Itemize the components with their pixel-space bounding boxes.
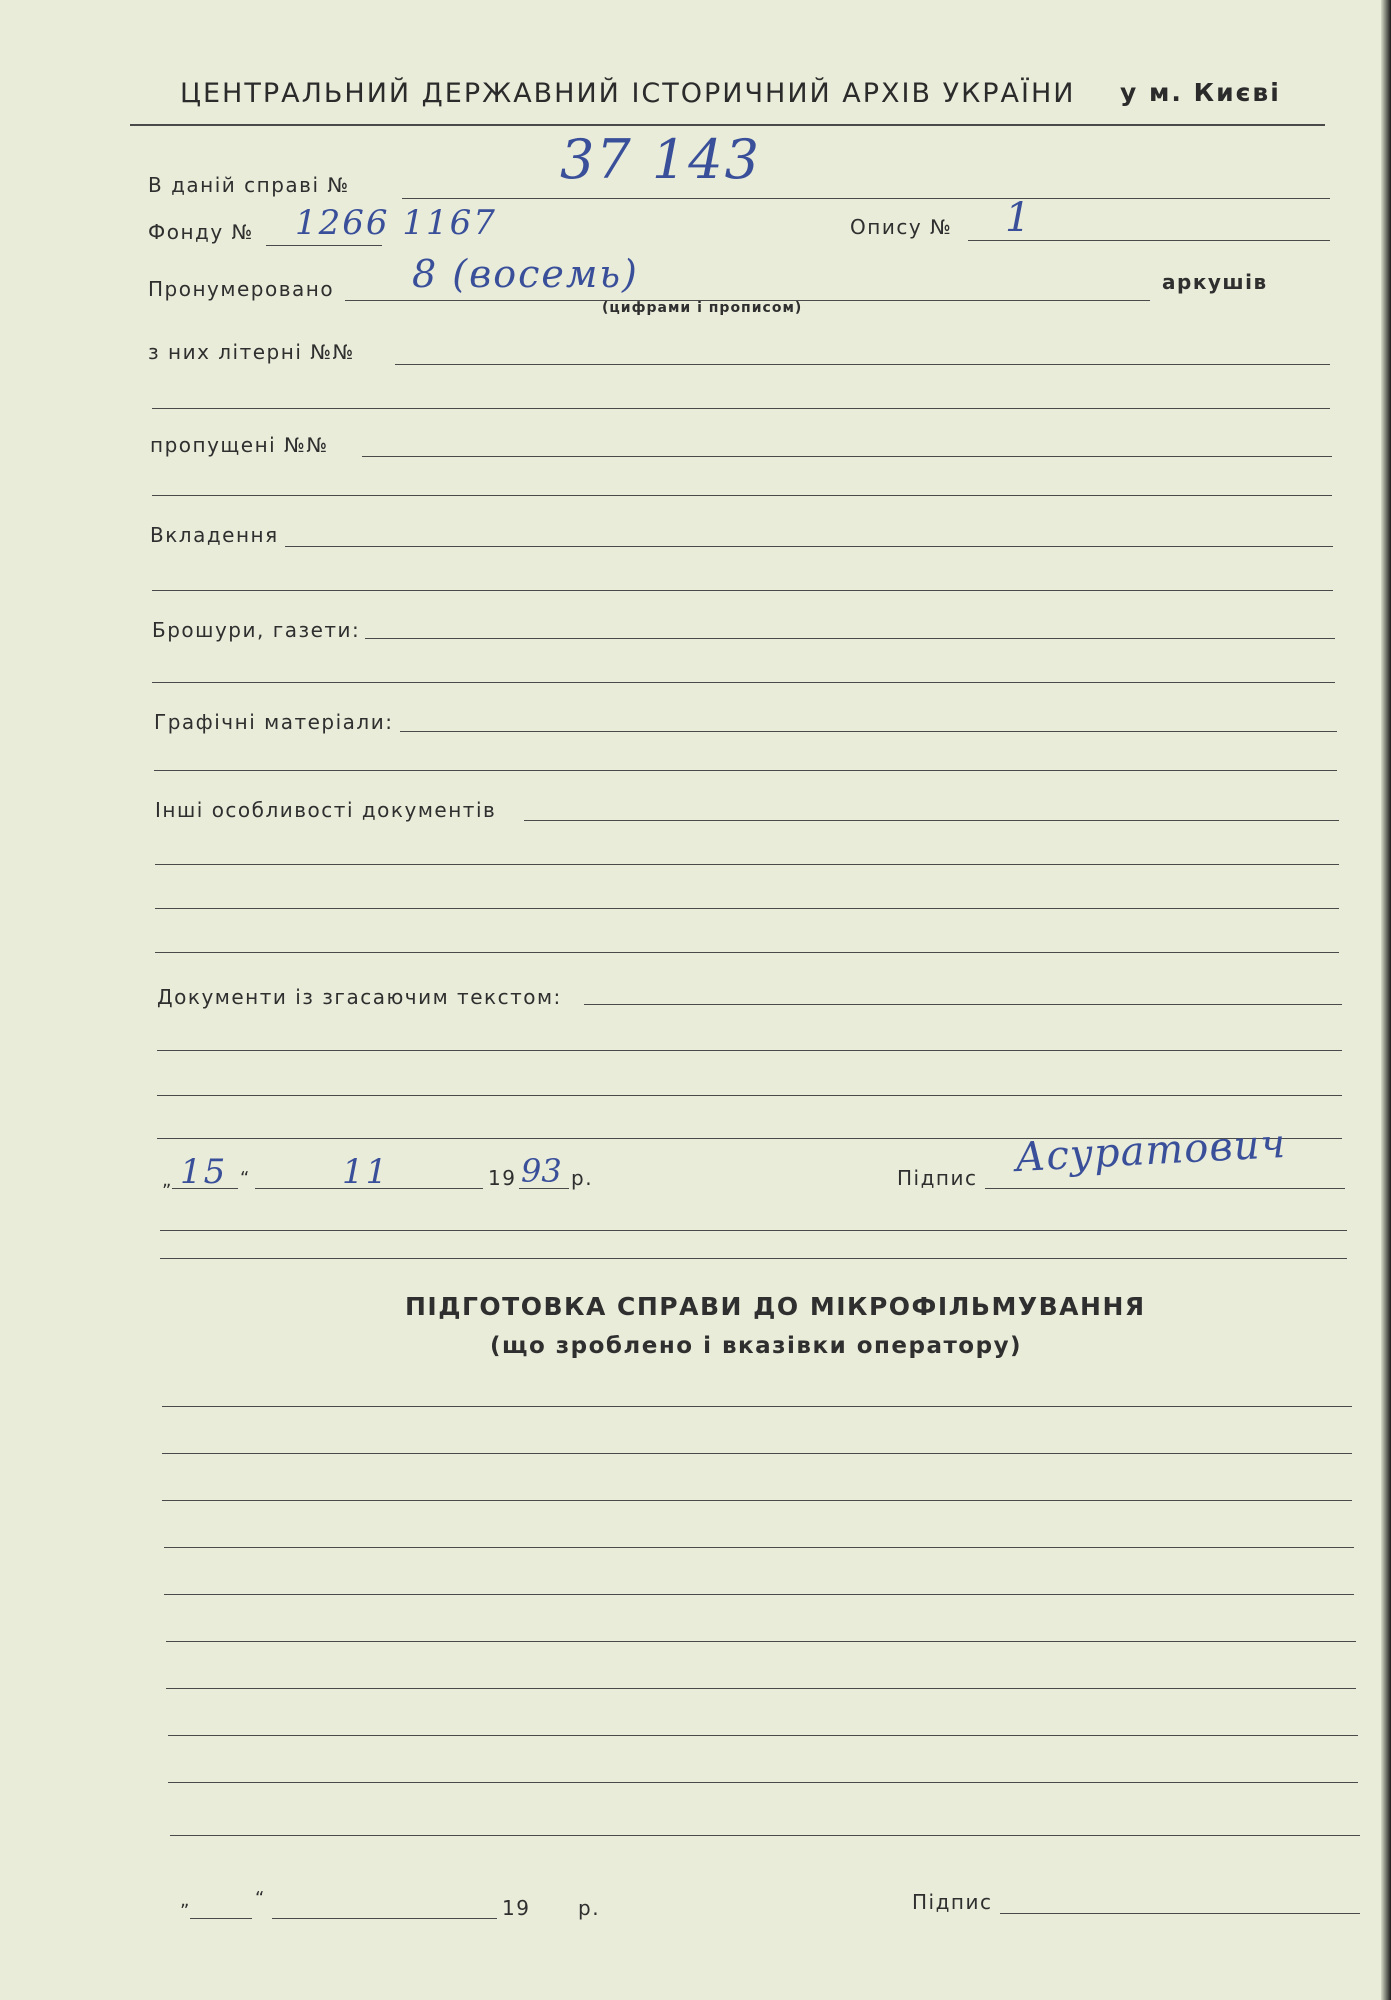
inserts-label: Вкладення (150, 523, 279, 547)
inserts-line-1 (285, 546, 1333, 547)
scan-edge (1381, 0, 1391, 2000)
other-line-1 (524, 820, 1339, 821)
other-label: Інші особливості документів (155, 798, 497, 822)
case-label: В даній справі № (148, 173, 350, 197)
ops-line-1 (162, 1406, 1352, 1407)
brochures-line-2 (152, 682, 1335, 683)
fond-line (266, 245, 382, 246)
numbered-hint: (цифрами і прописом) (602, 300, 803, 316)
date2-month-line (272, 1918, 497, 1919)
date2-year-suffix: р. (578, 1896, 601, 1920)
graphics-line-2 (154, 770, 1337, 771)
date1-open-quote: „ (162, 1170, 173, 1191)
ops-line-4 (164, 1547, 1354, 1548)
graphics-line-1 (400, 731, 1337, 732)
date1-day: 15 (180, 1152, 228, 1192)
numbered-value: 8 (восемь) (412, 252, 639, 296)
section-subtitle: (що зроблено і вказівки оператору) (490, 1333, 1023, 1359)
other-line-4 (155, 952, 1339, 953)
graphics-label: Графічні матеріали: (154, 710, 394, 734)
numbered-suffix: аркушів (1162, 270, 1268, 294)
section-title: ПІДГОТОВКА СПРАВИ ДО МІКРОФІЛЬМУВАННЯ (405, 1292, 1146, 1321)
letter-line-1 (395, 364, 1330, 365)
date2-signature-label: Підпис (912, 1890, 993, 1914)
date1-year-prefix: 19 (488, 1166, 517, 1190)
other-line-3 (155, 908, 1339, 909)
numbered-label: Пронумеровано (148, 277, 335, 301)
archive-city: у м. Києві (1120, 78, 1281, 107)
date1-close-quote: “ (240, 1168, 251, 1189)
faded-line-1 (584, 1004, 1342, 1005)
ops-line-9 (168, 1782, 1358, 1783)
other-line-2 (155, 864, 1339, 865)
fond-label: Фонду № (148, 220, 254, 244)
case-value: 37 143 (560, 128, 761, 191)
date1-year-line (519, 1188, 569, 1189)
date2-close-quote: “ (255, 1888, 266, 1909)
skipped-label: пропущені №№ (150, 433, 329, 457)
date1-month: 11 (342, 1152, 390, 1192)
faded-line-2 (157, 1050, 1342, 1051)
fond-value: 1266 1167 (295, 203, 497, 243)
opys-label: Опису № (850, 215, 953, 239)
date1-year-suffix: р. (571, 1166, 594, 1190)
date1-signature-label: Підпис (897, 1166, 978, 1190)
ops-line-5 (164, 1594, 1354, 1595)
letter-line-2 (152, 408, 1330, 409)
ops-line-8 (168, 1735, 1358, 1736)
ops-line-2 (162, 1453, 1352, 1454)
ops-line-10 (170, 1835, 1360, 1836)
date1-signature: Асуратович (1013, 1120, 1288, 1182)
case-line (402, 198, 1330, 199)
inserts-line-2 (152, 590, 1333, 591)
faded-line-3 (157, 1095, 1342, 1096)
date2-day-line (190, 1918, 252, 1919)
ops-line-6 (166, 1641, 1356, 1642)
archive-title: ЦЕНТРАЛЬНИЙ ДЕРЖАВНИЙ ІСТОРИЧНИЙ АРХІВ УКРАЇНИ (180, 78, 1076, 109)
date2-signature-line (1000, 1913, 1360, 1914)
header-rule (130, 124, 1325, 126)
skipped-line-2 (152, 495, 1332, 496)
date2-year-prefix: 19 (502, 1896, 531, 1920)
skipped-line-1 (362, 456, 1332, 457)
brochures-line-1 (365, 638, 1335, 639)
brochures-label: Брошури, газети: (152, 618, 361, 642)
date2-open-quote: „ (180, 1890, 191, 1911)
letter-label: з них літерні №№ (148, 340, 355, 364)
faded-label: Документи із згасаючим текстом: (157, 985, 562, 1009)
opys-value: 1 (1005, 195, 1033, 241)
ops-line-7 (166, 1688, 1356, 1689)
date1-signature-line (985, 1188, 1345, 1189)
date1-year-value: 93 (521, 1152, 562, 1190)
ops-line-3 (162, 1500, 1352, 1501)
date1-rule-2 (160, 1258, 1347, 1259)
date1-rule-1 (160, 1230, 1347, 1231)
